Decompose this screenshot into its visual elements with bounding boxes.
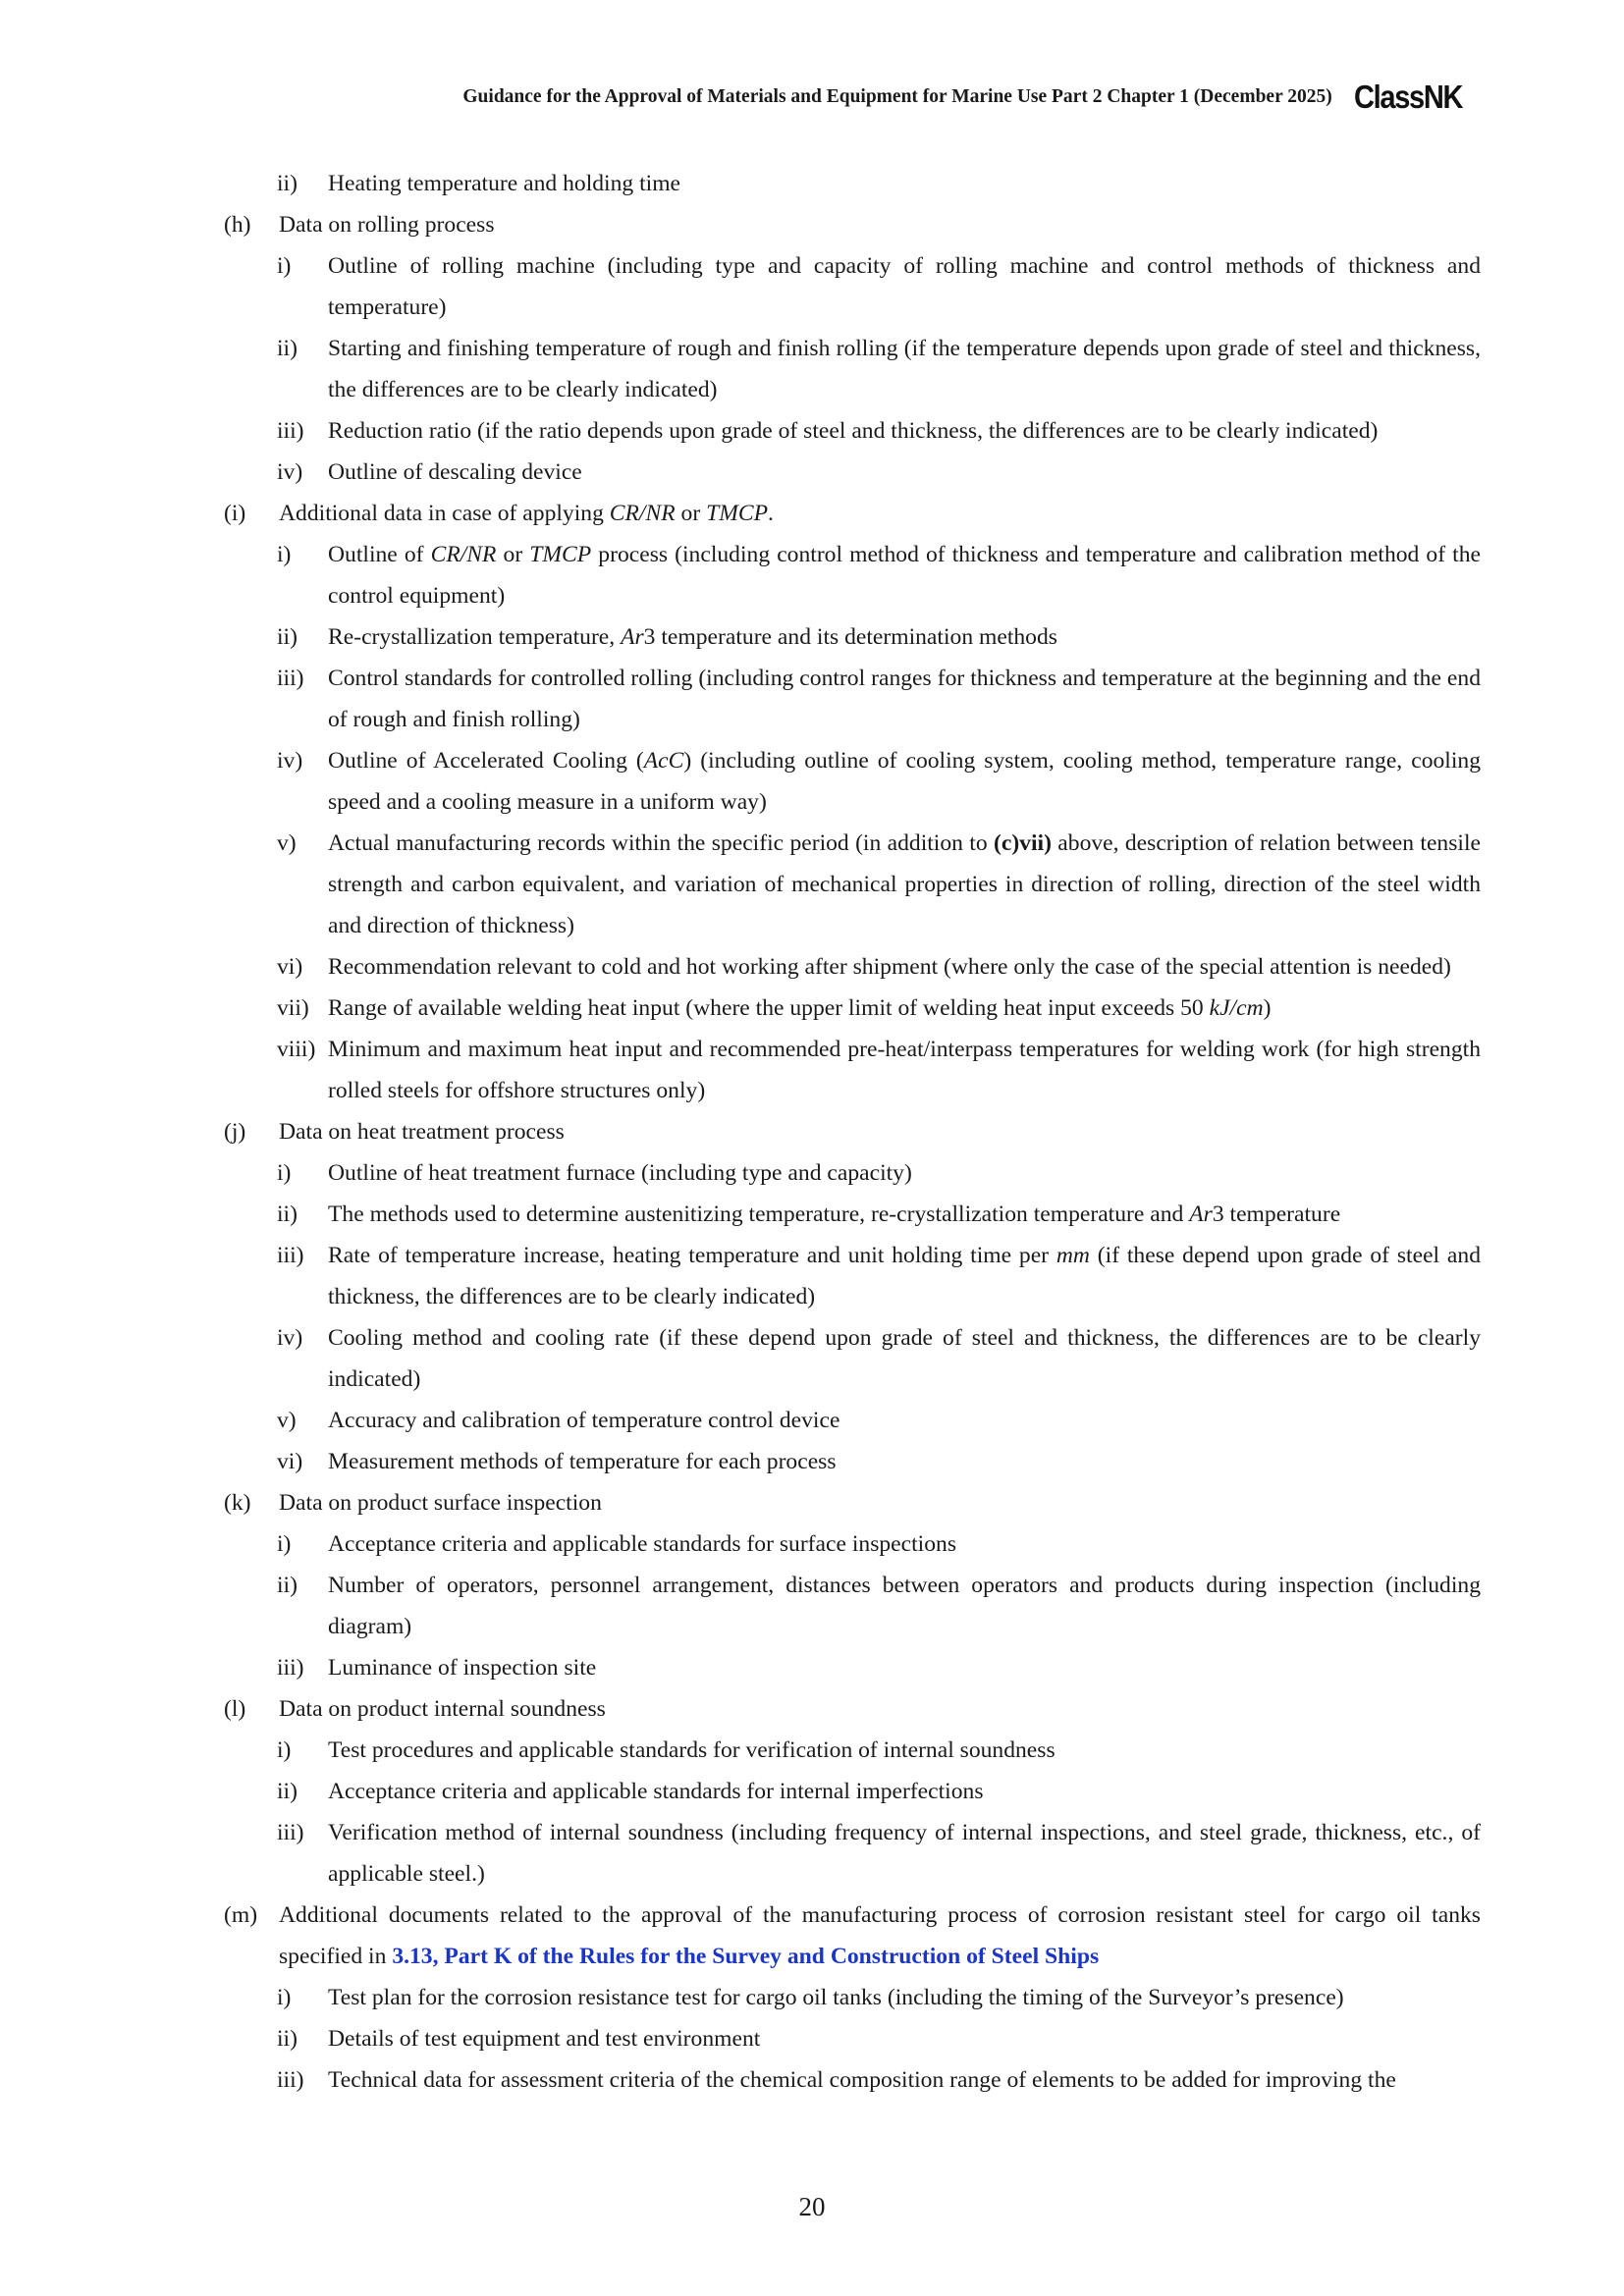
section-j [224, 1111, 1481, 1152]
list-item [224, 1317, 1481, 1400]
item-label: ii) [277, 1779, 298, 1804]
section-i [224, 493, 1481, 534]
list-item [224, 2018, 1481, 2059]
section-h [224, 204, 1481, 245]
item-label: iii) [277, 2067, 304, 2093]
section-label: (k) [224, 1490, 251, 1516]
item-text: Range of available welding heat input (where the upper limit of welding heat input exceeds 50 kJ/cm) [328, 995, 1272, 1021]
item-text: Measurement methods of temperature for each process [328, 1449, 837, 1474]
item-text: Outline of rolling machine (including type and capacity of rolling machine and control methods of thickness and temperature) [328, 253, 1481, 320]
section-title: Data on rolling process [279, 212, 495, 238]
rules-link[interactable]: 3.13, Part K of the Rules for the Survey and Construction of Steel Ships [392, 1944, 1100, 1969]
item-label: v) [277, 1408, 297, 1433]
item-text: Outline of heat treatment furnace (including type and capacity) [328, 1160, 912, 1186]
item-text: The methods used to determine austenitizing temperature, re-crystallization temperature and Ar3 temperature [328, 1201, 1341, 1227]
list-item [224, 328, 1481, 410]
list-item [224, 988, 1481, 1029]
item-label: iii) [277, 1820, 304, 1845]
item-label: i) [277, 1531, 292, 1557]
item-text: Number of operators, personnel arrangement, distances between operators and products during inspection (including diagram) [328, 1573, 1481, 1639]
item-label: ii) [277, 2026, 298, 2052]
item-label: iii) [277, 666, 304, 691]
list-item [224, 946, 1481, 988]
list-item [224, 163, 1481, 204]
section-label: (j) [224, 1119, 246, 1145]
item-text: Acceptance criteria and applicable standards for surface inspections [328, 1531, 957, 1557]
item-text: Details of test equipment and test environment [328, 2026, 761, 2052]
list-item [224, 1565, 1481, 1647]
list-item [224, 823, 1481, 946]
item-text: Rate of temperature increase, heating temperature and unit holding time per mm (if these depend upon grade of steel and thickness, the differences are to be clearly indicated) [328, 1243, 1481, 1309]
item-text: Luminance of inspection site [328, 1655, 597, 1681]
item-label: iii) [277, 1655, 304, 1681]
item-label: i) [277, 1737, 292, 1763]
section-title: Additional data in case of applying CR/NR or TMCP. [279, 501, 774, 526]
item-text: Test plan for the corrosion resistance test for cargo oil tanks (including the timing of the Surveyor’s presence) [328, 1985, 1344, 2010]
item-label: ii) [277, 1201, 298, 1227]
item-text: Minimum and maximum heat input and recommended pre-heat/interpass temperatures for welding work (for high strength rolled steels for offshore structures only) [328, 1037, 1481, 1103]
item-text: Acceptance criteria and applicable standards for internal imperfections [328, 1779, 984, 1804]
item-text: Starting and finishing temperature of rough and finish rolling (if the temperature depends upon grade of steel and thickness, the differences are to be clearly indicated) [328, 336, 1481, 402]
list-item [224, 410, 1481, 452]
item-text: Technical data for assessment criteria of the chemical composition range of elements to be added for improving the [328, 2067, 1396, 2093]
section-title: Additional documents related to the approval of the manufacturing process of corrosion resistant steel for cargo oil tanks specified in 3.13, Part K of the Rules for the Survey and Construction of Steel Ships [279, 1902, 1481, 1969]
section-l [224, 1688, 1481, 1730]
item-text: Reduction ratio (if the ratio depends upon grade of steel and thickness, the differences are to be clearly indicated) [328, 418, 1379, 444]
list-item [224, 1523, 1481, 1565]
list-item [224, 658, 1481, 740]
list-item [224, 245, 1481, 328]
list-item [224, 1771, 1481, 1812]
item-label: iv) [277, 1325, 303, 1351]
item-label: i) [277, 542, 292, 567]
list-item [224, 1977, 1481, 2018]
section-m [224, 1895, 1481, 1977]
list-item [224, 616, 1481, 658]
section-title: Data on product surface inspection [279, 1490, 602, 1516]
item-text: Outline of descaling device [328, 459, 582, 485]
item-label: viii) [277, 1037, 316, 1062]
item-label: iii) [277, 418, 304, 444]
item-label: iii) [277, 1243, 304, 1268]
item-text: Control standards for controlled rolling (including control ranges for thickness and temperature at the beginning and the end of rough and finish rolling) [328, 666, 1481, 732]
item-label: i) [277, 1985, 292, 2010]
list-item [224, 1730, 1481, 1771]
item-label: ii) [277, 1573, 298, 1598]
item-label: v) [277, 830, 297, 856]
section-title: Data on product internal soundness [279, 1696, 606, 1722]
page-header [462, 79, 1477, 116]
item-text: Outline of CR/NR or TMCP process (including control method of thickness and temperature and calibration method of the control equipment) [328, 542, 1481, 609]
item-label: vii) [277, 995, 309, 1021]
list-item [224, 1194, 1481, 1235]
classnk-logo: ClassNK [1353, 79, 1462, 115]
item-text: Accuracy and calibration of temperature control device [328, 1408, 840, 1433]
section-k [224, 1482, 1481, 1523]
document-body [224, 163, 1481, 2101]
item-text: Actual manufacturing records within the specific period (in addition to (c)vii) above, description of relation between tensile strength and carbon equivalent, and variation of mechanical properties in direction of rolling, direction of the steel width and direction of thickness) [328, 830, 1481, 938]
item-label: iv) [277, 748, 303, 774]
item-label: i) [277, 253, 292, 279]
item-label: ii) [277, 336, 298, 361]
item-text: Verification method of internal soundness (including frequency of internal inspections, and steel grade, thickness, etc., of applicable steel.) [328, 1820, 1481, 1887]
page-number: 20 [798, 2192, 826, 2221]
item-text: Outline of Accelerated Cooling (AcC) (including outline of cooling system, cooling method, temperature range, cooling speed and a cooling measure in a uniform way) [328, 748, 1481, 815]
item-text: Re-crystallization temperature, Ar3 temperature and its determination methods [328, 624, 1057, 650]
list-item [224, 534, 1481, 616]
list-item [224, 1400, 1481, 1441]
section-label: (l) [224, 1696, 246, 1722]
list-item [224, 1235, 1481, 1317]
list-item [224, 452, 1481, 493]
item-label: vi) [277, 954, 303, 980]
section-label: (h) [224, 212, 251, 238]
item-text: Test procedures and applicable standards for verification of internal soundness [328, 1737, 1056, 1763]
item-label: i) [277, 1160, 292, 1186]
item-label: ii) [277, 171, 298, 196]
list-item [224, 1152, 1481, 1194]
item-text: Recommendation relevant to cold and hot working after shipment (where only the case of the special attention is needed) [328, 954, 1451, 980]
list-item [224, 1029, 1481, 1111]
item-label: ii) [277, 624, 298, 650]
header-title: Guidance for the Approval of Materials and Equipment for Marine Use Part 2 Chapter 1 (December 2025) [462, 86, 1332, 107]
list-item [224, 1812, 1481, 1895]
list-item [224, 1647, 1481, 1688]
item-text: Heating temperature and holding time [328, 171, 681, 196]
item-label: iv) [277, 459, 303, 485]
section-label: (i) [224, 501, 246, 526]
section-title: Data on heat treatment process [279, 1119, 565, 1145]
list-item [224, 2059, 1481, 2101]
item-text: Cooling method and cooling rate (if these depend upon grade of steel and thickness, the differences are to be clearly indicated) [328, 1325, 1481, 1392]
section-label: (m) [224, 1902, 258, 1928]
item-label: vi) [277, 1449, 303, 1474]
list-item [224, 740, 1481, 823]
cross-reference: (c)vii) [994, 830, 1052, 856]
list-item [224, 1441, 1481, 1482]
